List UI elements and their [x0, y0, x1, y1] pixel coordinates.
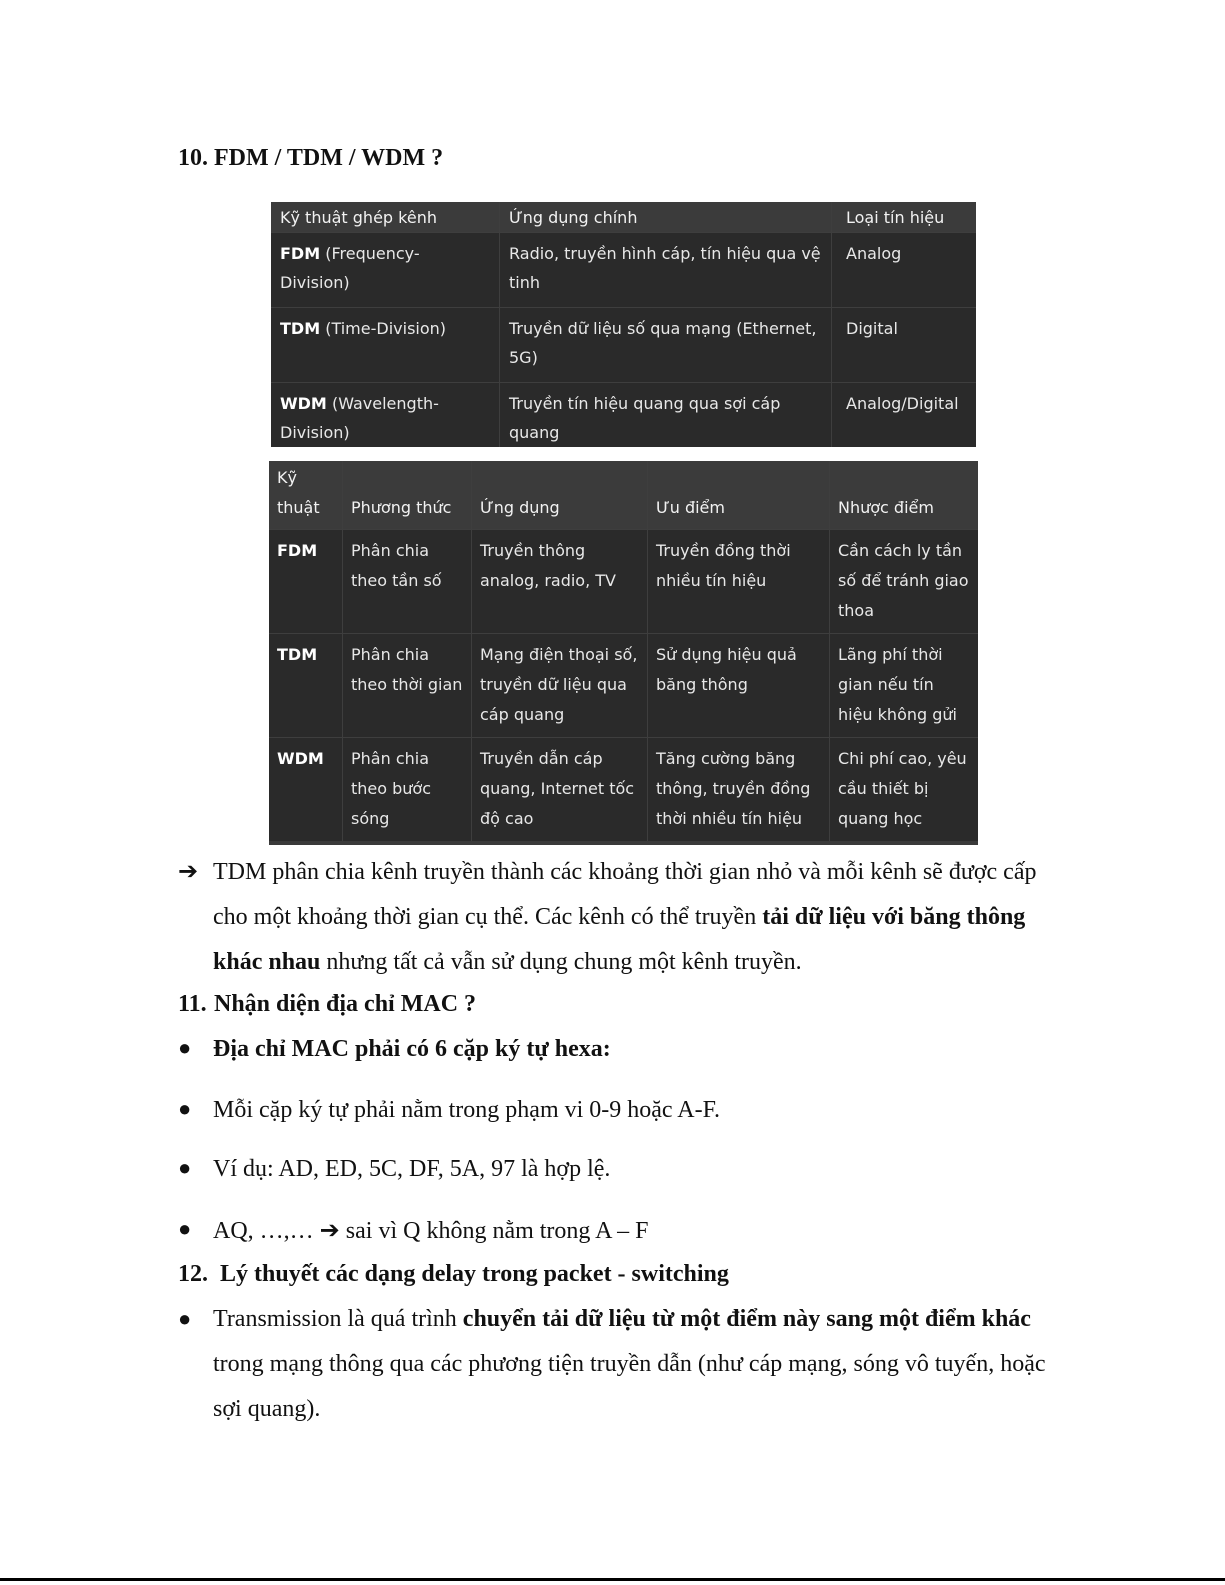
mac-bullet-4 [213, 1215, 648, 1246]
tech-detail: (Wavelength-Division) [280, 394, 439, 442]
table-row [271, 233, 976, 308]
tech-name: WDM [277, 749, 324, 768]
table-cell: Analog [832, 233, 977, 308]
table-cell: Radio, truyền hình cáp, tín hiệu qua vệ tinh [500, 233, 832, 308]
bullet-text: sai vì Q không nằm trong A – F [339, 1218, 649, 1244]
table-header-row [269, 461, 978, 530]
column-header: Ứng dụng [472, 461, 648, 530]
table-cell: Truyền dữ liệu số qua mạng (Ethernet, 5G) [500, 308, 832, 383]
table-row [269, 530, 978, 634]
table-row [271, 308, 976, 383]
column-header: Kỹ thuật [269, 461, 343, 530]
table-cell: Truyền tín hiệu quang qua sợi cáp quang [500, 383, 832, 448]
table-cell: Truyền dẫn cáp quang, Internet tốc độ cao [472, 738, 648, 844]
section-title: FDM / TDM / WDM ? [214, 145, 444, 171]
paragraph-bold-text: chuyển tải dữ liệu từ một điểm này sang một điểm khác [462, 1306, 1031, 1332]
section-10-heading [178, 143, 443, 173]
multiplexing-comparison-table [269, 461, 978, 845]
section-number: 12. [178, 1261, 208, 1287]
table-cell: Mạng điện thoại số, truyền dữ liệu qua cáp quang [472, 634, 648, 738]
bullet-icon: ● [178, 1306, 192, 1331]
mac-bullet-2: Mỗi cặp ký tự phải nằm trong phạm vi 0-9 hoặc A-F. [213, 1097, 720, 1123]
column-header: Ứng dụng chính [500, 202, 832, 233]
section-11-heading [178, 989, 476, 1019]
table-cell: Truyền đồng thời nhiều tín hiệu [648, 530, 830, 634]
bullet-icon: ● [178, 1216, 192, 1241]
column-header: Kỹ thuật ghép kênh [271, 202, 500, 233]
paragraph-text: trong mạng thông qua các phương tiện truyền dẫn (như cáp mạng, sóng vô tuyến, hoặc sợi quang). [213, 1351, 1046, 1422]
bullet-icon: ● [178, 1035, 192, 1060]
table-row [269, 634, 978, 738]
paragraph-bold-text: tải dữ liệu với băng thông khác nhau [213, 904, 1026, 975]
section-12-heading [178, 1259, 729, 1289]
table-cell: Truyền thông analog, radio, TV [472, 530, 648, 634]
section-number: 10. [178, 145, 208, 171]
page-bottom-rule [0, 1578, 1225, 1581]
mac-bullet-3: Ví dụ: AD, ED, 5C, DF, 5A, 97 là hợp lệ. [213, 1156, 611, 1182]
bullet-icon: ● [178, 1096, 192, 1121]
tech-name: TDM [277, 645, 318, 664]
tech-detail: (Time-Division) [320, 319, 447, 338]
table-cell [271, 233, 500, 308]
section-title: Nhận diện địa chỉ MAC ? [214, 991, 477, 1017]
table-cell: Sử dụng hiệu quả băng thông [648, 634, 830, 738]
tech-name: WDM [280, 394, 327, 413]
table-cell: Lãng phí thời gian nếu tín hiệu không gửi [830, 634, 979, 738]
table-cell: Phân chia theo tần số [343, 530, 472, 634]
bullet-icon: ● [178, 1155, 192, 1180]
tdm-note-paragraph [213, 850, 1073, 985]
table-cell [271, 308, 500, 383]
table-cell: Cần cách ly tần số để tránh giao thoa [830, 530, 979, 634]
right-arrow-icon: ➔ [178, 857, 199, 885]
table-cell: Analog/Digital [832, 383, 977, 448]
right-arrow-icon: ➔ [319, 1216, 340, 1244]
table-cell: Tăng cường băng thông, truyền đồng thời nhiều tín hiệu [648, 738, 830, 844]
column-header: Phương thức [343, 461, 472, 530]
table-cell [269, 530, 343, 634]
table-cell [271, 383, 500, 448]
section-number: 11. [178, 991, 207, 1017]
transmission-paragraph [213, 1297, 1073, 1432]
multiplexing-summary-table [271, 202, 976, 447]
column-header: Loại tín hiệu [832, 202, 977, 233]
table-cell: Digital [832, 308, 977, 383]
section-title: Lý thuyết các dạng delay trong packet - switching [220, 1261, 729, 1287]
tech-name: FDM [280, 244, 321, 263]
table-cell: Chi phí cao, yêu cầu thiết bị quang học [830, 738, 979, 844]
mac-bullet-1: Địa chỉ MAC phải có 6 cặp ký tự hexa: [213, 1036, 611, 1062]
table-header-row [271, 202, 976, 233]
paragraph-text: nhưng tất cả vẫn sử dụng chung một kênh truyền. [320, 949, 802, 975]
table-row [271, 383, 976, 448]
column-header: Ưu điểm [648, 461, 830, 530]
paragraph-text: Transmission là quá trình [213, 1306, 463, 1332]
paragraph-text: TDM phân chia kênh truyền thành các khoảng thời gian nhỏ và mỗi kênh sẽ được cấp cho một khoảng thời gian cụ thể. Các kênh có thể truyền [213, 859, 1037, 930]
table-cell [269, 738, 343, 844]
bullet-text: AQ, …,… [213, 1218, 320, 1244]
table-cell: Phân chia theo bước sóng [343, 738, 472, 844]
tech-name: FDM [277, 541, 318, 560]
table-cell [269, 634, 343, 738]
tech-name: TDM [280, 319, 321, 338]
table-row [269, 738, 978, 844]
tech-detail: (Frequency-Division) [280, 244, 420, 292]
table-cell: Phân chia theo thời gian [343, 634, 472, 738]
column-header: Nhược điểm [830, 461, 979, 530]
